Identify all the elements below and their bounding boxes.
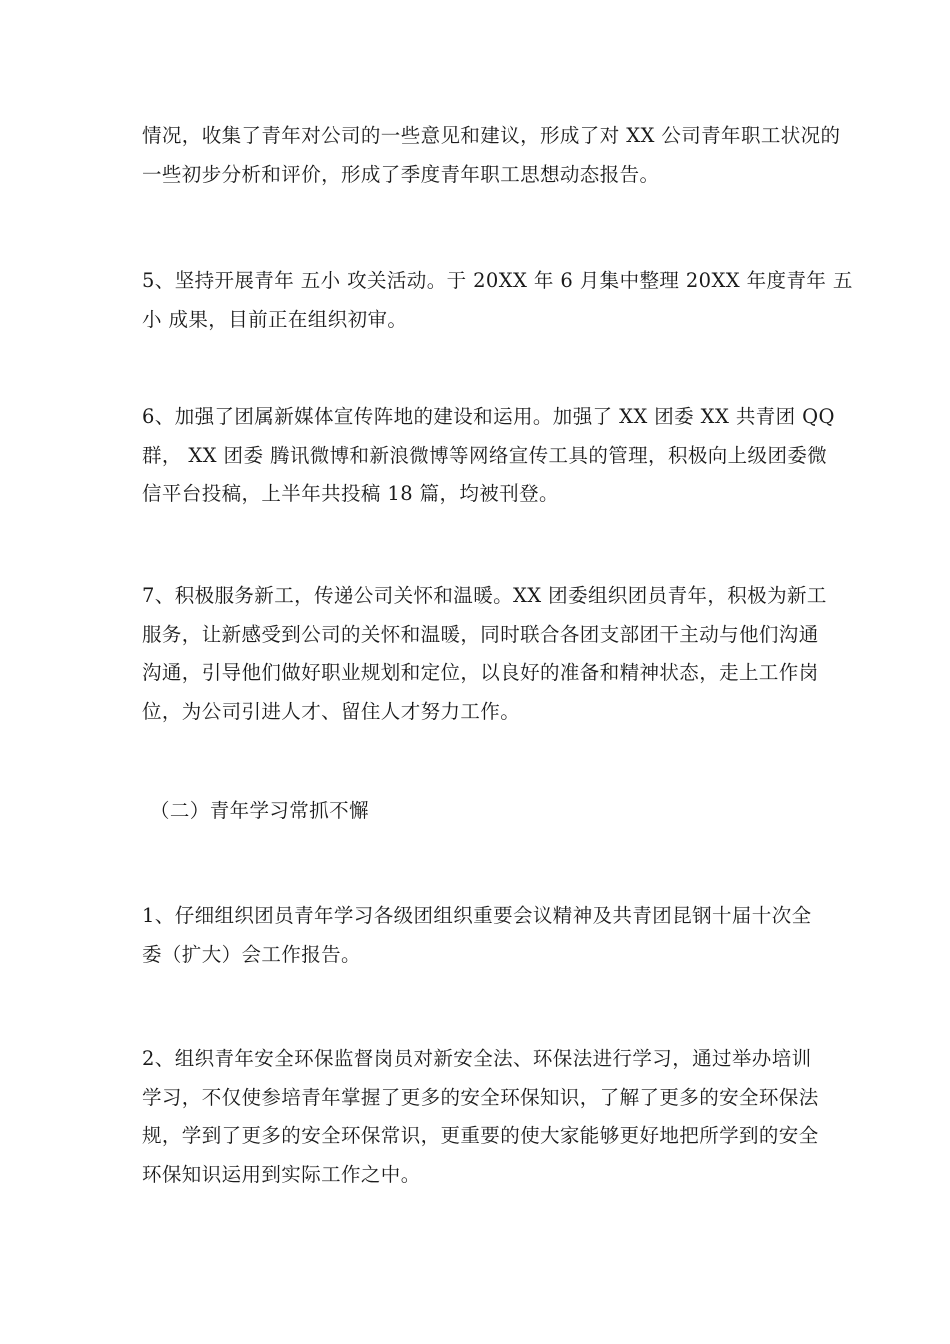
text-line: 小 成果，目前正在组织初审。 (142, 307, 408, 331)
paragraph-item-7 (142, 577, 827, 731)
section-heading (150, 792, 818, 831)
paragraph-study-1 (142, 897, 810, 974)
text-line: 6、加强了团属新媒体宣传阵地的建设和运用。加强了 XX 团委 XX 共青团 QQ (142, 405, 835, 428)
text-line: 信平台投稿，上半年共投稿 18 篇，均被刊登。 (142, 482, 559, 505)
text-line: 5、坚持开展青年 五小 攻关活动。于 20XX 年 6 月集中整理 20XX 年度青年 五 (142, 269, 853, 292)
paragraph-study-2 (142, 1040, 819, 1194)
text-line: 服务，让新感受到公司的关怀和温暖，同时联合各团支部团干主动与他们沟通 (142, 622, 819, 646)
text-line: 1、仔细组织团员青年学习各级团组织重要会议精神及共青团昆钢十届十次全 (142, 904, 812, 927)
paragraph-item-6 (142, 398, 835, 514)
text-line: 委（扩大）会工作报告。 (142, 942, 361, 966)
text-line: 情况，收集了青年对公司的一些意见和建议，形成了对 XX 公司青年职工状况的 (142, 124, 841, 147)
text-line: （二）青年学习常抓不懈 (150, 799, 369, 822)
paragraph-continuation (142, 117, 841, 194)
text-line: 沟通，引导他们做好职业规划和定位，以良好的准备和精神状态，走上工作岗 (142, 661, 819, 684)
text-line: 一些初步分析和评价，形成了季度青年职工思想动态报告。 (142, 162, 660, 186)
text-line: 2、组织青年安全环保监督岗员对新安全法、环保法进行学习，通过举办培训 (142, 1047, 812, 1070)
paragraph-item-5 (142, 262, 853, 339)
text-line: 位，为公司引进人才、留住人才努力工作。 (142, 699, 521, 723)
text-line: 学习，不仅使参培青年掌握了更多的安全环保知识，了解了更多的安全环保法 (142, 1085, 819, 1109)
text-line: 规，学到了更多的安全环保常识，更重要的使大家能够更好地把所学到的安全 (142, 1124, 819, 1147)
text-line: 7、积极服务新工，传递公司关怀和温暖。XX 团委组织团员青年，积极为新工 (142, 584, 827, 607)
text-line: 环保知识运用到实际工作之中。 (142, 1162, 421, 1186)
text-line: 群， XX 团委 腾讯微博和新浪微博等网络宣传工具的管理，积极向上级团委微 (142, 443, 828, 467)
